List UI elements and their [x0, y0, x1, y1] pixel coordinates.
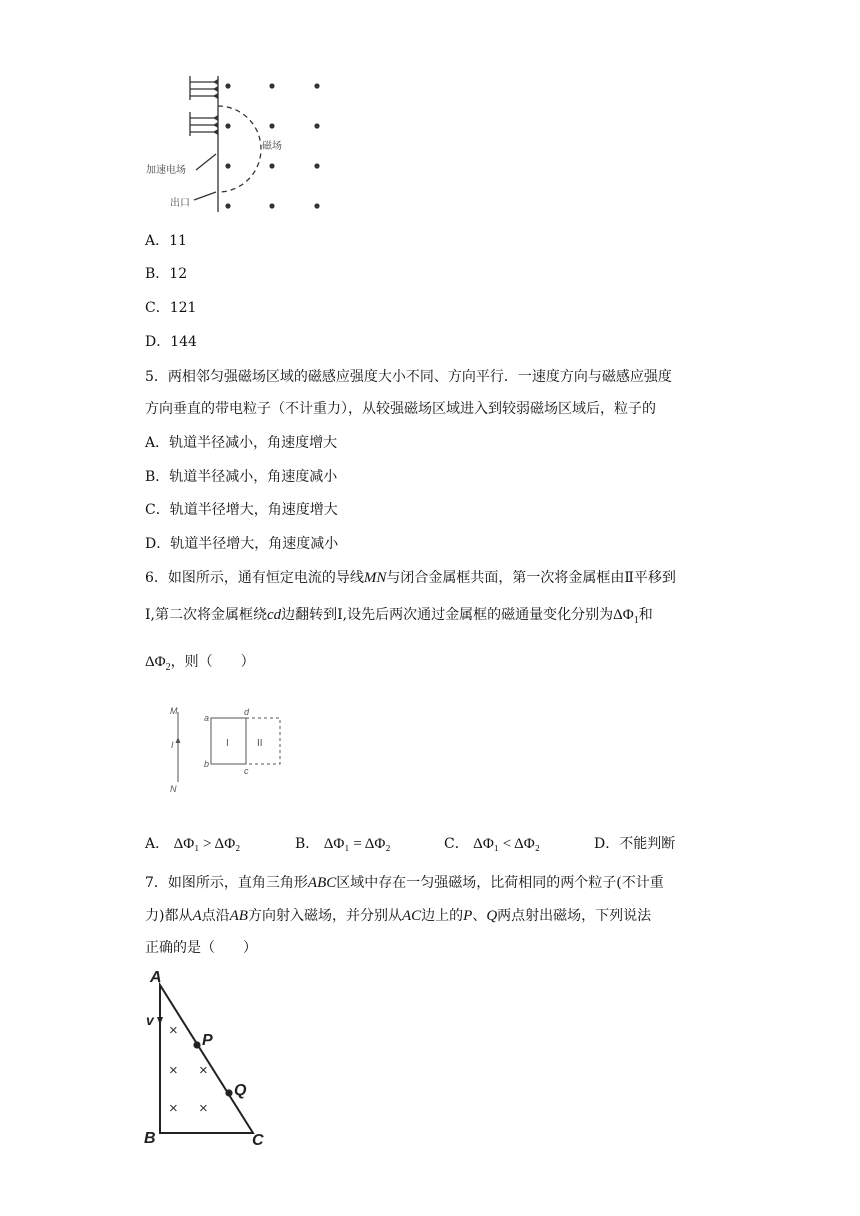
q5-stem-line1: 5．两相邻匀强磁场区域的磁感应强度大小不同、方向平行．一速度方向与磁感应强度 [145, 369, 672, 385]
fig7-cross-3: × [199, 1062, 208, 1079]
q4-option-b: B．12 [145, 266, 188, 282]
fig7-label-c: C [252, 1132, 264, 1149]
figure-wire-frame [160, 700, 290, 800]
q5-option-d: D．轨道半径增大，角速度减小 [145, 536, 339, 552]
fig6-region-1: I [226, 738, 229, 749]
fig6-label-m: M [170, 706, 178, 716]
fig7-label-q: Q [234, 1082, 247, 1099]
label-exit: 出口 [170, 198, 190, 209]
fig7-label-a: A [150, 969, 162, 986]
fig6-label-c: c [244, 766, 249, 776]
figure-triangle-abc [140, 965, 280, 1150]
q6-option-a: A． ΔΦ₁ > ΔΦ₂ [145, 836, 241, 852]
q5-option-c: C．轨道半径增大，角速度增大 [145, 502, 338, 518]
q6-option-b: B． ΔΦ₁ = ΔΦ₂ [295, 836, 391, 852]
q5-option-b: B．轨道半径减小，角速度减小 [145, 469, 338, 485]
q4-option-d: D．144 [145, 334, 197, 350]
fig7-cross-1: × [169, 1022, 178, 1039]
fig7-label-b: B [144, 1130, 156, 1147]
label-field: 加速电场 [146, 165, 186, 176]
fig7-cross-5: × [199, 1100, 208, 1117]
figure-mass-spectrometer [140, 70, 340, 220]
q6-stem-line2: Ⅰ,第二次将金属框绕cd边翻转到Ⅰ,设先后两次通过金属框的磁通量变化分别为$\Delta\Phi_1$和 [145, 607, 653, 626]
fig6-label-i: I [171, 740, 174, 750]
q5-stem-line2: 方向垂直的带电粒子（不计重力），从较强磁场区域进入到较弱磁场区域后，粒子的 [145, 401, 656, 417]
q4-option-c: C．121 [145, 300, 197, 316]
fig6-label-a: a [204, 713, 210, 723]
q6-stem-line3: $\Delta\Phi_2$，则（ ） [145, 654, 255, 673]
fig6-region-2: II [257, 738, 263, 749]
fig7-cross-2: × [169, 1062, 178, 1079]
q7-stem-line1: 7．如图所示，直角三角形ABC区域中存在一匀强磁场，比荷相同的两个粒子(不计重 [145, 875, 664, 891]
fig6-label-b: b [204, 759, 210, 769]
q7-stem-line2: 力)都从A点沿AB方向射入磁场，并分别从AC边上的P、Q两点射出磁场，下列说法 [145, 908, 652, 924]
q7-stem-line3: 正确的是（ ） [145, 940, 257, 956]
q6-option-c: C． ΔΦ₁ < ΔΦ₂ [444, 836, 540, 852]
q5-option-a: A．轨道半径减小，角速度增大 [145, 435, 338, 451]
fig6-label-n: N [170, 784, 177, 794]
q6-stem-line1: 6．如图所示，通有恒定电流的导线MN与闭合金属框共面，第一次将金属框由Ⅱ平移到 [145, 570, 676, 586]
fig7-label-p: P [202, 1032, 213, 1049]
fig7-label-v: v [146, 1012, 154, 1028]
q4-option-a: A．11 [145, 233, 187, 249]
q6-option-d: D．不能判断 [594, 836, 676, 852]
fig6-label-d: d [244, 707, 250, 717]
fig7-cross-4: × [169, 1100, 178, 1117]
label-magnet: 磁场 [262, 141, 282, 152]
